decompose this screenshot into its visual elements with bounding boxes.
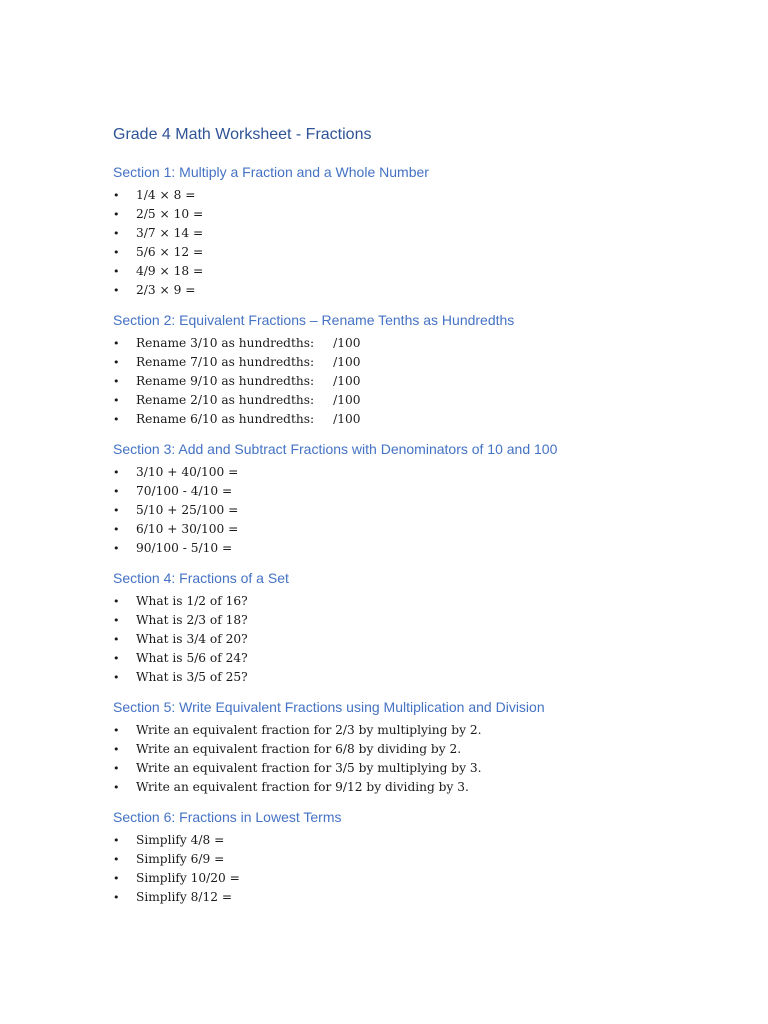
answer-denominator: /100 (333, 393, 361, 407)
section-5 (113, 697, 733, 797)
section-6 (113, 807, 733, 907)
question-text: What is 2/3 of 18? (136, 613, 248, 627)
bullet-icon: • (113, 671, 120, 684)
question-list (113, 592, 733, 687)
section-2 (113, 310, 733, 429)
question-text: Rename 9/10 as hundredths: (136, 374, 315, 388)
question-item (113, 353, 733, 372)
question-text: 3/7 × 14 = (136, 226, 204, 240)
question-text: Simplify 10/20 = (136, 871, 240, 885)
section-heading: Section 6: Fractions in Lowest Terms (113, 809, 342, 825)
section-heading: Section 2: Equivalent Fractions – Rename Tenths as Hundredths (113, 312, 515, 328)
question-list (113, 186, 733, 300)
question-list (113, 721, 733, 797)
answer-denominator: /100 (333, 374, 361, 388)
section-heading: Section 3: Add and Subtract Fractions with Denominators of 10 and 100 (113, 441, 558, 457)
bullet-icon: • (113, 246, 120, 259)
question-item (113, 888, 733, 907)
bullet-icon: • (113, 227, 120, 240)
section-heading: Section 1: Multiply a Fraction and a Whole Number (113, 164, 429, 180)
bullet-icon: • (113, 485, 120, 498)
question-text: 1/4 × 8 = (136, 188, 196, 202)
question-item (113, 410, 733, 429)
question-item (113, 611, 733, 630)
question-item (113, 869, 733, 888)
question-text: Rename 7/10 as hundredths: (136, 355, 315, 369)
bullet-icon: • (113, 356, 120, 369)
question-item (113, 205, 733, 224)
question-item (113, 831, 733, 850)
section-1 (113, 162, 733, 300)
question-text: Rename 2/10 as hundredths: (136, 393, 315, 407)
question-text: 70/100 - 4/10 = (136, 484, 233, 498)
question-text: Write an equivalent fraction for 6/8 by dividing by 2. (136, 742, 462, 756)
bullet-icon: • (113, 504, 120, 517)
bullet-icon: • (113, 614, 120, 627)
question-item (113, 482, 733, 501)
answer-denominator: /100 (333, 355, 361, 369)
bullet-icon: • (113, 208, 120, 221)
section-heading: Section 5: Write Equivalent Fractions using Multiplication and Division (113, 699, 545, 715)
section-heading: Section 4: Fractions of a Set (113, 570, 289, 586)
question-text: Simplify 8/12 = (136, 890, 233, 904)
question-text: What is 3/5 of 25? (136, 670, 248, 684)
question-item (113, 740, 733, 759)
question-text: Simplify 6/9 = (136, 852, 225, 866)
bullet-icon: • (113, 724, 120, 737)
question-text: Write an equivalent fraction for 3/5 by multiplying by 3. (136, 761, 482, 775)
question-item (113, 850, 733, 869)
question-text: 90/100 - 5/10 = (136, 541, 233, 555)
bullet-icon: • (113, 542, 120, 555)
answer-denominator: /100 (333, 412, 361, 426)
sections-container (113, 162, 733, 907)
question-text: What is 3/4 of 20? (136, 632, 248, 646)
question-item (113, 520, 733, 539)
bullet-icon: • (113, 652, 120, 665)
question-text: 5/10 + 25/100 = (136, 503, 239, 517)
question-item (113, 501, 733, 520)
question-text: 3/10 + 40/100 = (136, 465, 239, 479)
question-text: 5/6 × 12 = (136, 245, 204, 259)
question-text: Simplify 4/8 = (136, 833, 225, 847)
question-text: Rename 3/10 as hundredths: (136, 336, 315, 350)
question-item (113, 391, 733, 410)
bullet-icon: • (113, 891, 120, 904)
question-item (113, 262, 733, 281)
document-body (113, 124, 733, 917)
question-item (113, 372, 733, 391)
bullet-icon: • (113, 743, 120, 756)
bullet-icon: • (113, 523, 120, 536)
bullet-icon: • (113, 466, 120, 479)
question-item (113, 592, 733, 611)
question-text: Write an equivalent fraction for 2/3 by multiplying by 2. (136, 723, 482, 737)
question-item (113, 281, 733, 300)
section-3 (113, 439, 733, 558)
page-title: Grade 4 Math Worksheet - Fractions (113, 126, 372, 143)
question-item (113, 630, 733, 649)
question-text: 2/3 × 9 = (136, 283, 196, 297)
bullet-icon: • (113, 375, 120, 388)
question-list (113, 831, 733, 907)
bullet-icon: • (113, 284, 120, 297)
bullet-icon: • (113, 853, 120, 866)
bullet-icon: • (113, 265, 120, 278)
question-item (113, 186, 733, 205)
question-text: 2/5 × 10 = (136, 207, 204, 221)
section-4 (113, 568, 733, 687)
bullet-icon: • (113, 394, 120, 407)
question-item (113, 668, 733, 687)
bullet-icon: • (113, 633, 120, 646)
question-item (113, 759, 733, 778)
question-list (113, 463, 733, 558)
question-text: 6/10 + 30/100 = (136, 522, 239, 536)
question-text: What is 5/6 of 24? (136, 651, 248, 665)
bullet-icon: • (113, 413, 120, 426)
question-item (113, 721, 733, 740)
bullet-icon: • (113, 595, 120, 608)
bullet-icon: • (113, 781, 120, 794)
question-item (113, 334, 733, 353)
question-text: 4/9 × 18 = (136, 264, 204, 278)
question-text: Rename 6/10 as hundredths: (136, 412, 315, 426)
question-item (113, 243, 733, 262)
question-item (113, 539, 733, 558)
question-item (113, 224, 733, 243)
answer-denominator: /100 (333, 336, 361, 350)
question-item (113, 778, 733, 797)
bullet-icon: • (113, 189, 120, 202)
question-text: Write an equivalent fraction for 9/12 by dividing by 3. (136, 780, 469, 794)
bullet-icon: • (113, 872, 120, 885)
bullet-icon: • (113, 337, 120, 350)
bullet-icon: • (113, 762, 120, 775)
question-item (113, 463, 733, 482)
question-list (113, 334, 733, 429)
bullet-icon: • (113, 834, 120, 847)
question-item (113, 649, 733, 668)
question-text: What is 1/2 of 16? (136, 594, 248, 608)
